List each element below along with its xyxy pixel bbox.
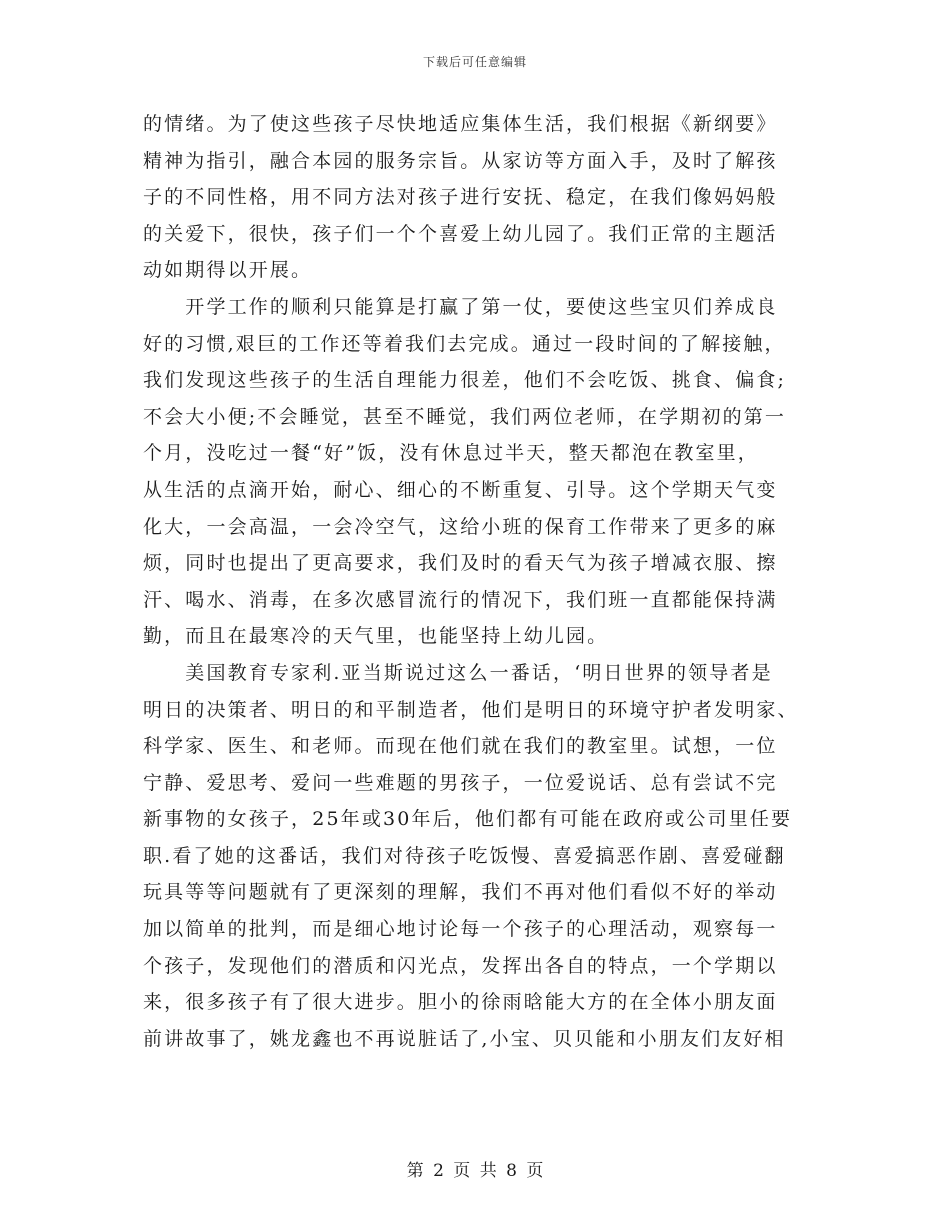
page-header: 下载后可任意编辑 <box>422 55 527 69</box>
text-line: 明日的决策者、明日的和平制造者，他们是明日的环境守护者发明家、 <box>143 698 799 721</box>
text-line: 来，很多孩子有了很大进步。胆小的徐雨晗能大方的在全体小朋友面 <box>143 991 778 1014</box>
text-line: 我们发现这些孩子的生活自理能力很差，他们不会吃饭、挑食、偏食; <box>143 369 787 392</box>
text-line: 个月，没吃过一餐“好”饭，没有休息过半天，整天都泡在教室里， <box>143 442 759 465</box>
text-line: 美国教育专家利.亚当斯说过这么一番话，‘明日世界的领导者是 <box>143 661 773 684</box>
text-line: 宁静、爱思考、爱问一些难题的男孩子，一位爱说话、总有尝试不完 <box>143 771 778 794</box>
text-line: 科学家、医生、和老师。而现在他们就在我们的教室里。试想，一位 <box>143 735 778 758</box>
text-line: 职.看了她的这番话，我们对待孩子吃饭慢、喜爱搞恶作剧、喜爱碰翻 <box>143 844 786 867</box>
text-line: 加以简单的批判，而是细心地讨论每一个孩子的心理活动，观察每一 <box>143 918 778 941</box>
text-line: 个孩子，发现他们的潜质和闪光点，发挥出各自的特点，一个学期以 <box>143 954 778 977</box>
text-line: 好的习惯,艰巨的工作还等着我们去完成。通过一段时间的了解接触， <box>143 332 786 355</box>
document-body <box>143 106 807 1057</box>
text-line: 动如期得以开展。 <box>143 259 313 282</box>
text-line: 汗、喝水、消毒，在多次感冒流行的情况下，我们班一直都能保持满 <box>143 588 778 611</box>
text-line: 勤，而且在最寒冷的天气里，也能坚持上幼儿园。 <box>143 625 609 648</box>
text-line: 开学工作的顺利只能算是打赢了第一仗，要使这些宝贝们养成良 <box>143 295 778 318</box>
text-line: 从生活的点滴开始，耐心、细心的不断重复、引导。这个学期天气变 <box>143 478 778 501</box>
text-line: 的关爱下，很快，孩子们一个个喜爱上幼儿园了。我们正常的主题活 <box>143 222 778 245</box>
page-number-footer: 第 2 页 共 8 页 <box>406 1161 544 1181</box>
text-line: 精神为指引，融合本园的服务宗旨。从家访等方面入手，及时了解孩 <box>143 149 778 172</box>
text-line: 烦，同时也提出了更高要求，我们及时的看天气为孩子增减衣服、擦 <box>143 552 778 575</box>
text-line: 玩具等等问题就有了更深刻的理解，我们不再对他们看似不好的举动 <box>143 881 778 904</box>
text-line: 的情绪。为了使这些孩子尽快地适应集体生活，我们根据《新纲要》 <box>143 113 778 135</box>
text-line: 不会大小便;不会睡觉，甚至不睡觉，我们两位老师，在学期初的第一 <box>143 405 787 428</box>
text-line: 子的不同性格，用不同方法对孩子进行安抚、稳定，在我们像妈妈般 <box>143 186 778 209</box>
text-line: 前讲故事了，姚龙鑫也不再说脏话了,小宝、贝贝能和小朋友们友好相 <box>143 1027 786 1050</box>
text-line: 新事物的女孩子，25年或30年后，他们都有可能在政府或公司里任要 <box>143 808 793 831</box>
text-line: 化大，一会高温，一会冷空气，这给小班的保育工作带来了更多的麻 <box>143 515 778 538</box>
